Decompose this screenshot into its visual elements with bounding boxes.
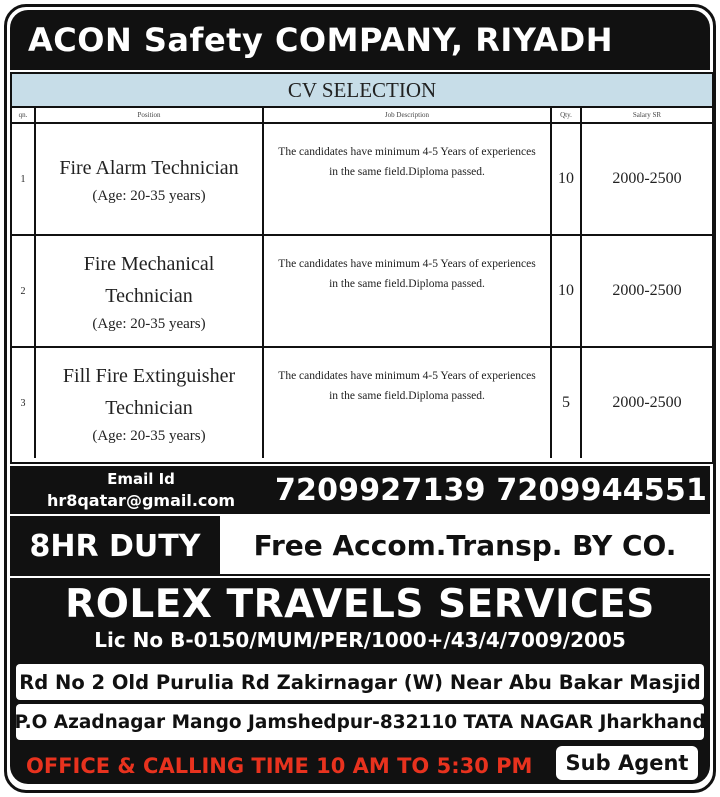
licence-number: Lic No B-0150/MUM/PER/1000+/43/4/7009/2005 <box>94 628 626 652</box>
qty-cell: 5 <box>552 348 582 458</box>
email-link[interactable]: hr8qatar@gmail.com <box>46 491 236 510</box>
col-header-position: Position <box>36 108 264 122</box>
column-headers <box>12 108 712 124</box>
agency-name: ROLEX TRAVELS SERVICES <box>65 582 655 627</box>
qty-cell: 10 <box>552 124 582 234</box>
description-cell <box>264 124 552 234</box>
table-row <box>12 348 712 458</box>
position-cell <box>36 124 264 234</box>
col-header-salary: Salary SR <box>632 111 662 119</box>
qty-cell: 10 <box>552 236 582 346</box>
duty-row <box>10 516 710 576</box>
age-range: (Age: 20-35 years) <box>92 316 206 332</box>
address-line-1: Rd No 2 Old Purulia Rd Zakirnagar (W) Near Abu Bakar Masjid <box>16 664 704 700</box>
position-name: Fire Alarm Technician <box>59 157 239 179</box>
duty-hours: 8HR DUTY <box>10 516 220 576</box>
table-heading: CV SELECTION <box>12 74 712 108</box>
position-name-line2: Technician <box>105 285 193 307</box>
salary-cell: 2000-2500 <box>612 394 682 411</box>
row-number: 2 <box>12 236 36 346</box>
email-label: Email Id <box>107 470 175 488</box>
salary-cell: 2000-2500 <box>612 282 682 299</box>
office-time: OFFICE & CALLING TIME 10 AM TO 5:30 PM <box>26 754 533 778</box>
description-cell <box>264 236 552 346</box>
agency-block <box>10 578 710 784</box>
sub-agent-badge: Sub Agent <box>556 746 698 780</box>
company-title: ACON Safety COMPANY, RIYADH <box>28 21 613 59</box>
description-line: in the same field.Diploma passed. <box>329 278 485 290</box>
email-block <box>10 469 272 511</box>
description-cell <box>264 348 552 458</box>
age-range: (Age: 20-35 years) <box>92 428 206 444</box>
title-banner <box>10 10 710 70</box>
row-number: 1 <box>12 124 36 234</box>
contact-bar <box>10 466 710 514</box>
position-name: Fire Mechanical <box>83 253 215 275</box>
col-header-num: qn. <box>12 108 36 122</box>
row-number: 3 <box>12 348 36 458</box>
col-header-description: Job Description <box>264 108 552 122</box>
age-range: (Age: 20-35 years) <box>92 188 206 204</box>
position-name: Fill Fire Extinguisher <box>62 365 236 387</box>
col-header-qty: Qty. <box>552 108 582 122</box>
phone-numbers[interactable]: 7209927139 7209944551 <box>274 472 708 508</box>
table-row <box>12 236 712 348</box>
description-line: in the same field.Diploma passed. <box>329 390 485 402</box>
description-line: The candidates have minimum 4-5 Years of experiences <box>278 370 536 382</box>
table-row <box>12 124 712 236</box>
description-line: in the same field.Diploma passed. <box>329 166 485 178</box>
benefits-text: Free Accom.Transp. BY CO. <box>220 516 710 576</box>
description-line: The candidates have minimum 4-5 Years of experiences <box>278 146 536 158</box>
cv-selection-table <box>10 72 714 464</box>
description-line: The candidates have minimum 4-5 Years of experiences <box>278 258 536 270</box>
position-name-line2: Technician <box>105 397 193 419</box>
position-cell <box>36 236 264 346</box>
address-line-2: P.O Azadnagar Mango Jamshedpur-832110 TATA NAGAR Jharkhand <box>16 704 704 740</box>
salary-cell: 2000-2500 <box>612 170 682 187</box>
position-cell <box>36 348 264 458</box>
